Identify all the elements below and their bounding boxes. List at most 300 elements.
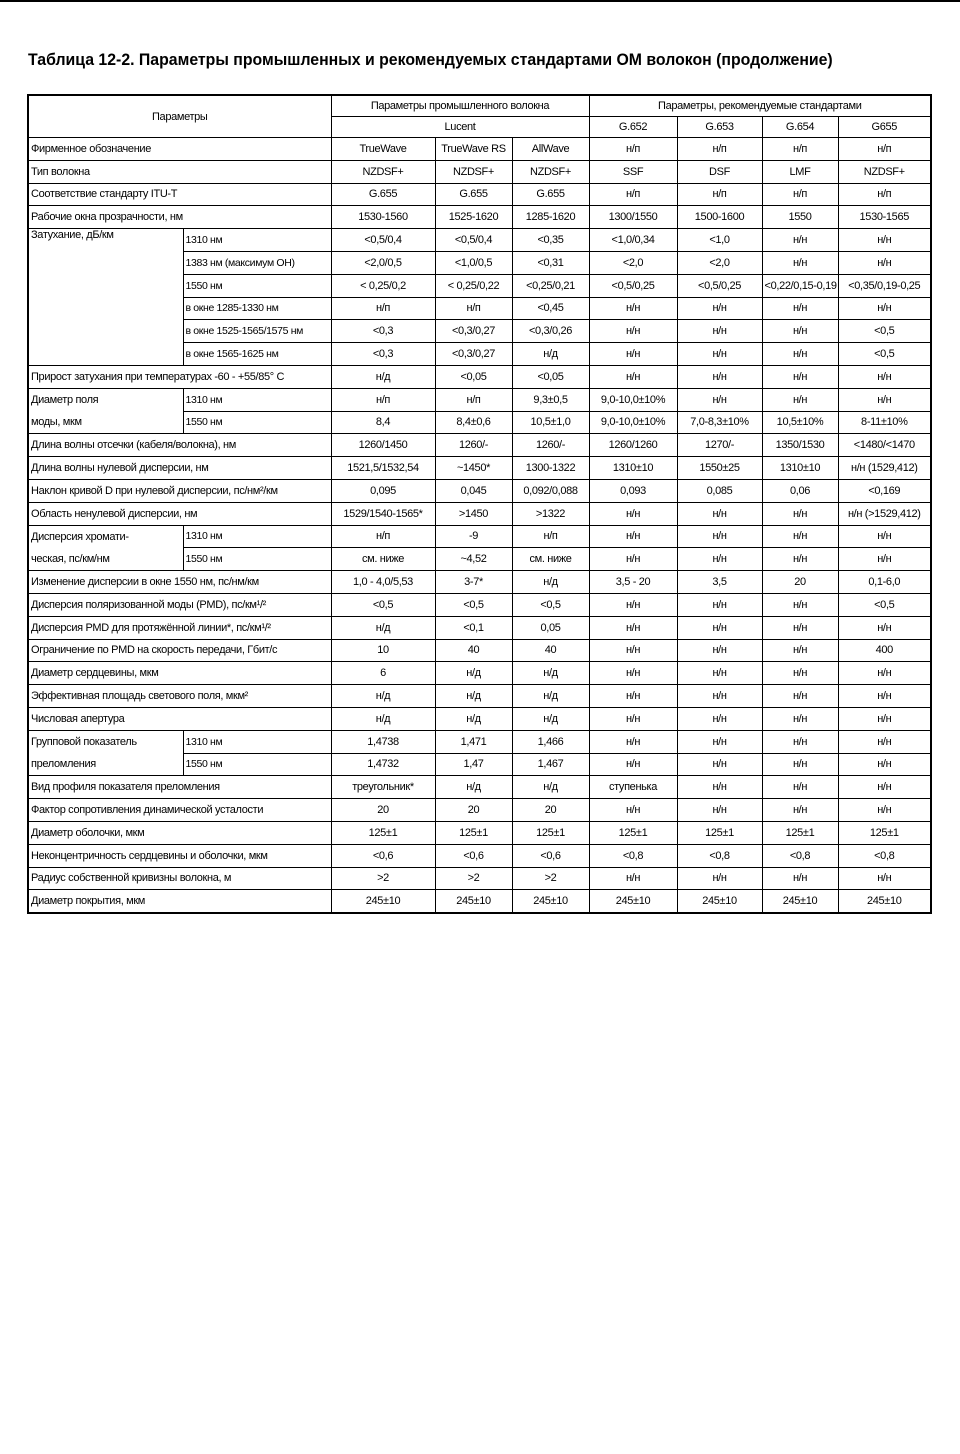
table-cell: н/н (762, 229, 838, 252)
table-cell: 245±10 (762, 890, 838, 913)
table-cell: <0,22/0,15-0,19 (762, 274, 838, 297)
table-cell: н/н (762, 343, 838, 366)
table-row (28, 138, 931, 161)
table-cell: н/н (589, 548, 677, 571)
table-cell: н/п (677, 138, 762, 161)
table-cell: н/н (589, 365, 677, 388)
table-cell: <0,8 (838, 844, 931, 867)
table-cell: <1,0/0,34 (589, 229, 677, 252)
table-cell: LMF (762, 160, 838, 183)
table-cell: 1260/- (512, 434, 589, 457)
table-cell: н/н (838, 388, 931, 411)
table-cell: н/н (677, 343, 762, 366)
row-label: Тип волокна (28, 160, 331, 183)
table-cell: н/п (331, 525, 435, 548)
table-cell: <0,8 (677, 844, 762, 867)
row-group-label: Затухание, дБ/км (28, 229, 183, 366)
row-sublabel: 1310 нм (183, 525, 331, 548)
table-cell: 1,4738 (331, 730, 435, 753)
table-cell: NZDSF+ (435, 160, 512, 183)
table-cell: 245±10 (589, 890, 677, 913)
table-cell: н/н (838, 662, 931, 685)
table-cell: н/п (838, 138, 931, 161)
table-cell: <0,31 (512, 251, 589, 274)
table-cell: н/д (512, 662, 589, 685)
table-cell: н/н (677, 297, 762, 320)
table-cell: н/д (331, 707, 435, 730)
table-row (28, 548, 931, 571)
row-label: Длина волны нулевой дисперсии, нм (28, 457, 331, 480)
table-cell: <0,5 (331, 593, 435, 616)
table-row (28, 685, 931, 708)
table-cell: 1260/1260 (589, 434, 677, 457)
table-cell: см. ниже (512, 548, 589, 571)
table-cell: н/н (762, 867, 838, 890)
table-cell: н/н (589, 730, 677, 753)
table-cell: н/н (838, 730, 931, 753)
table-cell: 10 (331, 639, 435, 662)
table-cell: NZDSF+ (331, 160, 435, 183)
table-cell: 1530-1565 (838, 206, 931, 229)
table-row (28, 411, 931, 434)
table-cell: <0,3/0,27 (435, 343, 512, 366)
table-cell: н/д (512, 685, 589, 708)
table-cell: н/н (677, 776, 762, 799)
table-cell: 125±1 (589, 821, 677, 844)
table-cell: 7,0-8,3±10% (677, 411, 762, 434)
table-cell: <0,6 (331, 844, 435, 867)
table-cell: н/н (589, 662, 677, 685)
table-cell: н/п (762, 183, 838, 206)
table-cell: SSF (589, 160, 677, 183)
table-cell: 1550±25 (677, 457, 762, 480)
table-cell: н/н (677, 662, 762, 685)
table-row (28, 479, 931, 502)
top-rule (0, 0, 960, 2)
table-cell: 125±1 (435, 821, 512, 844)
table-row (28, 707, 931, 730)
table-cell: 125±1 (331, 821, 435, 844)
table-cell: <2,0 (677, 251, 762, 274)
table-row (28, 365, 931, 388)
table-cell: н/н (677, 616, 762, 639)
row-group-label: ческая, пс/км/нм (28, 548, 183, 571)
table-row (28, 593, 931, 616)
table-cell: 20 (762, 571, 838, 594)
table-cell: н/н (762, 548, 838, 571)
table-cell: н/н (677, 525, 762, 548)
table-cell: н/п (762, 138, 838, 161)
table-cell: 1,4732 (331, 753, 435, 776)
table-cell: н/н (677, 502, 762, 525)
table-cell: <0,3/0,27 (435, 320, 512, 343)
table-cell: <0,5/0,25 (677, 274, 762, 297)
table-cell: <0,3 (331, 343, 435, 366)
table-row (28, 890, 931, 913)
table-cell: 1,466 (512, 730, 589, 753)
table-cell: >2 (331, 867, 435, 890)
table-cell: н/п (331, 297, 435, 320)
table-cell: >2 (512, 867, 589, 890)
table-row (28, 525, 931, 548)
table-cell: G.655 (331, 183, 435, 206)
table-cell: н/д (435, 685, 512, 708)
table-cell: >1322 (512, 502, 589, 525)
row-sublabel: 1550 нм (183, 411, 331, 434)
table-cell: <0,5 (435, 593, 512, 616)
table-row (28, 457, 931, 480)
table-cell: 1,471 (435, 730, 512, 753)
table-cell: н/п (838, 183, 931, 206)
row-label: Ограничение по PMD на скорость передачи, Гбит/с (28, 639, 331, 662)
table-cell: 0,06 (762, 479, 838, 502)
table-cell: <0,45 (512, 297, 589, 320)
table-cell: <0,3 (331, 320, 435, 343)
table-cell: 20 (512, 799, 589, 822)
table-cell: 3-7* (435, 571, 512, 594)
table-cell: н/н (762, 685, 838, 708)
table-cell: 1529/1540-1565* (331, 502, 435, 525)
table-cell: н/н (838, 799, 931, 822)
row-group-label: Групповой показатель (28, 730, 183, 753)
row-label: Соответствие стандарту ITU-T (28, 183, 331, 206)
table-row (28, 844, 931, 867)
table-cell: н/н (589, 297, 677, 320)
table-cell: G.655 (512, 183, 589, 206)
table-cell: н/н (677, 707, 762, 730)
table-cell: н/п (331, 388, 435, 411)
table-row (28, 730, 931, 753)
table-cell: 8,4 (331, 411, 435, 434)
table-cell: 20 (435, 799, 512, 822)
table-cell: 245±10 (677, 890, 762, 913)
row-sublabel: 1550 нм (183, 753, 331, 776)
table-cell: н/н (677, 730, 762, 753)
header-industrial: Параметры промышленного волокна (331, 95, 589, 117)
table-cell: н/н (762, 799, 838, 822)
table-cell: >1450 (435, 502, 512, 525)
table-cell: <0,5 (512, 593, 589, 616)
table-cell: см. ниже (331, 548, 435, 571)
row-label: Радиус собственной кривизны волокна, м (28, 867, 331, 890)
table-cell: 1,0 - 4,0/5,53 (331, 571, 435, 594)
table-cell: 40 (435, 639, 512, 662)
table-cell: <0,8 (762, 844, 838, 867)
table-cell: <1,0 (677, 229, 762, 252)
table-row (28, 434, 931, 457)
table-cell: -9 (435, 525, 512, 548)
table-cell: 8,4±0,6 (435, 411, 512, 434)
table-cell: н/н (838, 616, 931, 639)
table-cell: н/п (512, 525, 589, 548)
table-cell: ступенька (589, 776, 677, 799)
table-cell: <0,5/0,4 (435, 229, 512, 252)
table-cell: <0,5 (838, 343, 931, 366)
table-cell: 245±10 (512, 890, 589, 913)
row-sublabel: 1310 нм (183, 388, 331, 411)
row-sublabel: 1550 нм (183, 274, 331, 297)
row-label: Эффективная площадь светового поля, мкм² (28, 685, 331, 708)
table-cell: ~4,52 (435, 548, 512, 571)
table-cell: 1310±10 (762, 457, 838, 480)
table-row (28, 502, 931, 525)
table-cell: н/п (589, 183, 677, 206)
table-cell: <2,0/0,5 (331, 251, 435, 274)
table-cell: <2,0 (589, 251, 677, 274)
table-cell: 1260/- (435, 434, 512, 457)
header-g653: G.653 (677, 117, 762, 138)
table-cell: н/н (838, 229, 931, 252)
table-cell: н/н (589, 502, 677, 525)
table-cell: 1270/- (677, 434, 762, 457)
row-label: Диаметр покрытия, мкм (28, 890, 331, 913)
row-label: Наклон кривой D при нулевой дисперсии, пс/нм²/км (28, 479, 331, 502)
table-cell: 40 (512, 639, 589, 662)
table-cell: 6 (331, 662, 435, 685)
table-row (28, 867, 931, 890)
table-cell: <0,169 (838, 479, 931, 502)
table-cell: н/н (589, 707, 677, 730)
table-cell: н/н (677, 753, 762, 776)
table-cell: < 0,25/0,2 (331, 274, 435, 297)
table-cell: н/н (677, 365, 762, 388)
table-cell: н/д (331, 616, 435, 639)
table-cell: 1525-1620 (435, 206, 512, 229)
row-group-label: преломления (28, 753, 183, 776)
table-cell: н/д (435, 662, 512, 685)
table-row (28, 183, 931, 206)
table-cell: н/н (838, 776, 931, 799)
table-cell: 20 (331, 799, 435, 822)
table-cell: н/н (677, 593, 762, 616)
table-cell: н/н (589, 320, 677, 343)
row-label: Фирменное обозначение (28, 138, 331, 161)
table-cell: н/н (762, 502, 838, 525)
page-title: Таблица 12-2. Параметры промышленных и рекомендуемых стандартами ОМ волокон (продолжение) (28, 51, 833, 69)
table-cell: 1,47 (435, 753, 512, 776)
table-cell: 9,0-10,0±10% (589, 388, 677, 411)
table-cell: <0,05 (512, 365, 589, 388)
table-cell: 9,0-10,0±10% (589, 411, 677, 434)
table-cell: 1521,5/1532,54 (331, 457, 435, 480)
row-label: Числовая апертура (28, 707, 331, 730)
table-cell: н/н (838, 707, 931, 730)
table-cell: < 0,25/0,22 (435, 274, 512, 297)
table-row (28, 160, 931, 183)
row-group-label: моды, мкм (28, 411, 183, 434)
table-row (28, 206, 931, 229)
row-label: Область ненулевой дисперсии, нм (28, 502, 331, 525)
table-row (28, 639, 931, 662)
table-cell: н/д (512, 707, 589, 730)
row-sublabel: в окне 1565-1625 нм (183, 343, 331, 366)
table-row (28, 799, 931, 822)
table-cell: н/д (331, 365, 435, 388)
table-cell: н/д (512, 776, 589, 799)
table-row (28, 388, 931, 411)
table-cell: AllWave (512, 138, 589, 161)
row-label: Длина волны отсечки (кабеля/волокна), нм (28, 434, 331, 457)
table-cell: н/п (589, 138, 677, 161)
header-g654: G.654 (762, 117, 838, 138)
table-cell: 1,467 (512, 753, 589, 776)
table-cell: н/н (589, 525, 677, 548)
table-cell: <0,5 (838, 320, 931, 343)
table-cell: н/п (435, 297, 512, 320)
table-cell: н/н (762, 388, 838, 411)
table-cell: н/н (762, 320, 838, 343)
table-cell: 245±10 (435, 890, 512, 913)
table-cell: 1310±10 (589, 457, 677, 480)
table-cell: н/н (589, 867, 677, 890)
table-row (28, 616, 931, 639)
table-cell: н/н (762, 616, 838, 639)
row-label: Прирост затухания при температурах -60 - +55/85° C (28, 365, 331, 388)
table-cell: н/н (589, 753, 677, 776)
table-cell: NZDSF+ (512, 160, 589, 183)
header-g652: G.652 (589, 117, 677, 138)
table-cell: н/д (331, 685, 435, 708)
table-cell: н/н (589, 593, 677, 616)
table-cell: н/н (762, 251, 838, 274)
table-cell: н/н (762, 365, 838, 388)
table-cell: 0,045 (435, 479, 512, 502)
table-cell: 1260/1450 (331, 434, 435, 457)
table-cell: н/н (677, 685, 762, 708)
table-cell: DSF (677, 160, 762, 183)
table-cell: н/н (762, 707, 838, 730)
table-cell: 1300/1550 (589, 206, 677, 229)
row-sublabel: в окне 1285-1330 нм (183, 297, 331, 320)
table-cell: н/н (762, 753, 838, 776)
table-cell: н/н (838, 753, 931, 776)
table-cell: н/н (589, 343, 677, 366)
table-cell: <0,35 (512, 229, 589, 252)
table-cell: 0,085 (677, 479, 762, 502)
table-cell: 125±1 (838, 821, 931, 844)
row-label: Изменение дисперсии в окне 1550 нм, пс/нм/км (28, 571, 331, 594)
row-group-label: Диаметр поля (28, 388, 183, 411)
table-cell: н/д (512, 571, 589, 594)
header-g655: G655 (838, 117, 931, 138)
table-cell: н/д (435, 707, 512, 730)
table-cell: TrueWave (331, 138, 435, 161)
table-cell: н/н (838, 867, 931, 890)
table-cell: 0,095 (331, 479, 435, 502)
table-cell: <0,5 (838, 593, 931, 616)
row-label: Диаметр сердцевины, мкм (28, 662, 331, 685)
row-label: Рабочие окна прозрачности, нм (28, 206, 331, 229)
table-cell: н/н (762, 730, 838, 753)
table-cell: н/н (1529,412) (838, 457, 931, 480)
table-cell: NZDSF+ (838, 160, 931, 183)
table-cell: н/н (838, 297, 931, 320)
row-sublabel: 1550 нм (183, 548, 331, 571)
table-cell: 245±10 (838, 890, 931, 913)
table-row (28, 776, 931, 799)
table-cell: 8-11±10% (838, 411, 931, 434)
table-cell: н/н (762, 593, 838, 616)
table-cell: <0,25/0,21 (512, 274, 589, 297)
header-params: Параметры (28, 95, 331, 138)
table-cell: 0,092/0,088 (512, 479, 589, 502)
table-cell: н/н (589, 616, 677, 639)
row-sublabel: в окне 1525-1565/1575 нм (183, 320, 331, 343)
table-cell: н/н (677, 639, 762, 662)
header-lucent: Lucent (331, 117, 589, 138)
table-row (28, 229, 931, 252)
table-cell: G.655 (435, 183, 512, 206)
table-cell: 0,1-6,0 (838, 571, 931, 594)
table-cell: 1285-1620 (512, 206, 589, 229)
table-cell: н/н (677, 799, 762, 822)
row-label: Дисперсия поляризованной моды (PMD), пс/км¹/² (28, 593, 331, 616)
table-cell: н/н (589, 685, 677, 708)
table-cell: 1350/1530 (762, 434, 838, 457)
table-cell: <0,05 (435, 365, 512, 388)
table-cell: >2 (435, 867, 512, 890)
table-cell: <0,6 (512, 844, 589, 867)
table-cell: н/н (589, 799, 677, 822)
table-row (28, 662, 931, 685)
table-cell: <1480/<1470 (838, 434, 931, 457)
table-cell: н/н (762, 297, 838, 320)
table-cell: <0,1 (435, 616, 512, 639)
row-label: Диаметр оболочки, мкм (28, 821, 331, 844)
parameters-table (27, 94, 932, 914)
table-cell: н/н (838, 525, 931, 548)
table-cell: н/н (677, 548, 762, 571)
table-cell: 1300-1322 (512, 457, 589, 480)
table-cell: 125±1 (512, 821, 589, 844)
table-cell: 10,5±10% (762, 411, 838, 434)
row-sublabel: 1310 нм (183, 730, 331, 753)
table-cell: 10,5±1,0 (512, 411, 589, 434)
table-cell: н/н (589, 639, 677, 662)
table-cell: 1530-1560 (331, 206, 435, 229)
table-row (28, 821, 931, 844)
table-cell: треугольник* (331, 776, 435, 799)
table-cell: н/н (762, 776, 838, 799)
table-cell: 125±1 (762, 821, 838, 844)
table-cell: н/д (435, 776, 512, 799)
row-group-label: Дисперсия хромати- (28, 525, 183, 548)
row-sublabel: 1310 нм (183, 229, 331, 252)
table-row (28, 753, 931, 776)
table-cell: н/н (838, 548, 931, 571)
table-cell: <1,0/0,5 (435, 251, 512, 274)
header-recommended: Параметры, рекомендуемые стандартами (589, 95, 931, 117)
table-cell: н/н (838, 251, 931, 274)
table-cell: н/н (838, 365, 931, 388)
table-cell: <0,5/0,4 (331, 229, 435, 252)
table-cell: <0,6 (435, 844, 512, 867)
table-cell: 125±1 (677, 821, 762, 844)
table-cell: н/н (677, 388, 762, 411)
table-row (28, 571, 931, 594)
row-sublabel: 1383 нм (максимум OH) (183, 251, 331, 274)
table-cell: н/п (435, 388, 512, 411)
table-cell: 1500-1600 (677, 206, 762, 229)
table-cell: 245±10 (331, 890, 435, 913)
table-cell: н/д (512, 343, 589, 366)
table-cell: 3,5 - 20 (589, 571, 677, 594)
table-header-row (28, 95, 931, 117)
table-cell: н/н (677, 867, 762, 890)
table-cell: н/н (762, 639, 838, 662)
table-cell: 3,5 (677, 571, 762, 594)
table-cell: 1550 (762, 206, 838, 229)
